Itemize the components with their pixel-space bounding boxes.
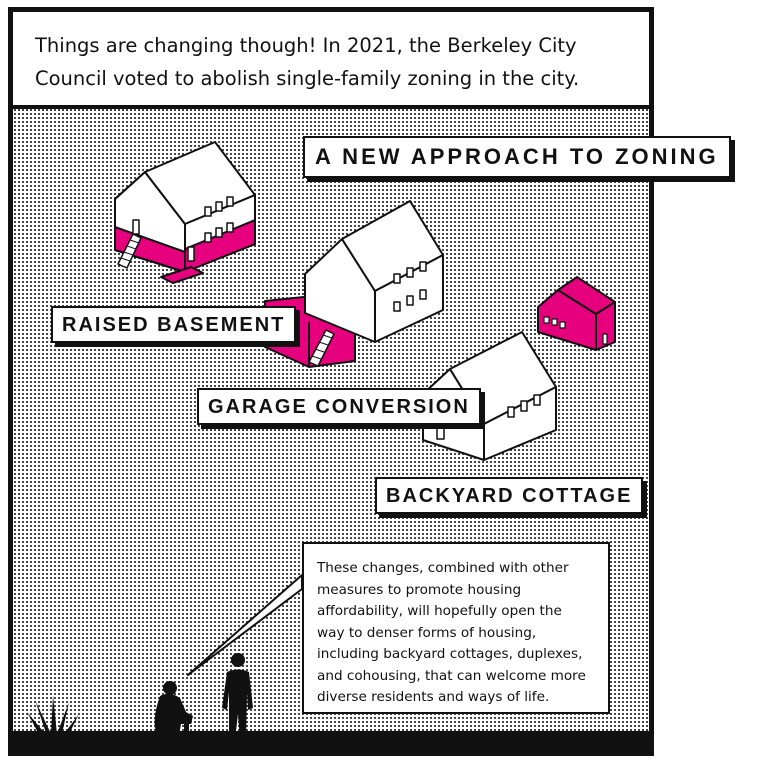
title-label: A NEW APPROACH TO ZONING [303,136,731,178]
speech-line: diverse residents and ways of life. [317,689,550,705]
caption-line-1: Things are changing though! In 2021, the Berkeley City [35,34,577,57]
speech-line: including backyard cottages, duplexes, [317,646,583,662]
pink-cottage [538,277,615,350]
comic-panel [8,7,719,756]
speech-line: way to denser forms of housing, [317,624,537,641]
speech-line: measures to promote housing [317,581,522,598]
speech-bubble [302,542,610,714]
caption-line-2: Council voted to abolish single-family zoning in the city. [35,67,580,90]
backyard-cottage-label: BACKYARD COTTAGE [375,477,643,514]
standing-person-silhouette [222,653,253,740]
garage-conversion-label: GARAGE CONVERSION [197,388,481,425]
raised-basement-label: RAISED BASEMENT [51,306,296,343]
ground [13,731,649,751]
caption-box [13,12,649,109]
speech-line: and cohousing, that can welcome more [317,667,586,684]
speech-line: These changes, combined with other [317,560,569,576]
speech-line: affordability, will hopefully open the [317,603,562,619]
raised-basement-house [115,142,255,283]
